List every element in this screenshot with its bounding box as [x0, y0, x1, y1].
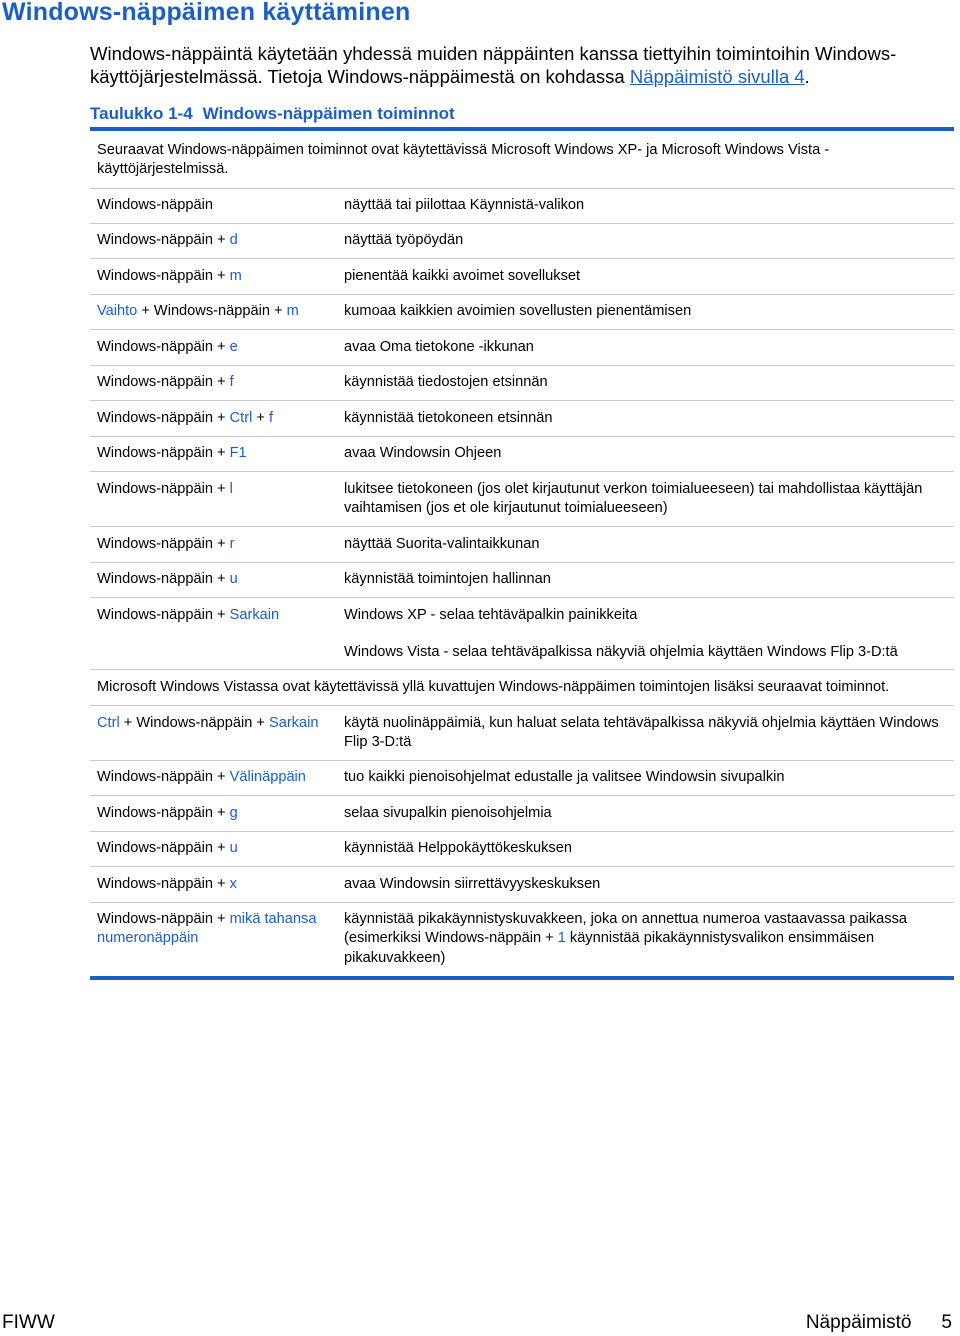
- key-text: avaa Windowsin siirrettävyyskeskuksen: [344, 876, 601, 892]
- key-name: F1: [229, 445, 247, 461]
- intro-end: .: [804, 66, 810, 87]
- vista-row-desc: [344, 910, 950, 968]
- footer-left: FIWW: [2, 1312, 55, 1333]
- vista-row-key: [97, 714, 337, 733]
- key-text: käynnistää pikakäynnistyskuvakkeen, joka on annettua numeroa vastaavassa paikassa (esimerkiksi Windows-näppäin +: [344, 911, 908, 947]
- row-divider: [90, 436, 954, 437]
- key-name: g: [229, 805, 238, 821]
- key-text: +: [252, 410, 269, 426]
- table-row-key: [97, 267, 337, 286]
- vista-row-key: [97, 768, 337, 787]
- row-divider: [90, 329, 954, 330]
- vista-row-desc: [344, 804, 950, 823]
- key-name: f: [268, 410, 274, 426]
- key-text: Windows-näppäin +: [97, 571, 230, 587]
- vista-row-desc: [344, 768, 950, 787]
- key-text: Windows-näppäin +: [97, 268, 230, 284]
- key-name: u: [229, 840, 238, 856]
- keyboard-page-link[interactable]: Näppäimistö sivulla 4: [629, 66, 805, 87]
- key-text: Windows-näppäin +: [97, 876, 230, 892]
- table-bottom-rule: [90, 976, 954, 980]
- key-text: Windows-näppäin +: [97, 232, 230, 248]
- footer-right: [806, 1312, 952, 1334]
- key-name: e: [229, 339, 238, 355]
- vista-row-key: [97, 910, 337, 949]
- row-divider: [90, 597, 954, 598]
- row-divider: [90, 188, 954, 189]
- table-row-desc: näyttää työpöydän: [344, 232, 464, 248]
- table-row-desc: käynnistää tiedostojen etsinnän: [344, 374, 548, 390]
- key-text: käytä nuolinäppäimiä, kun haluat selata tehtäväpalkissa näkyviä ohjelmia käyttäen Windows Flip 3-D:tä: [344, 715, 939, 751]
- intro-paragraph: [90, 42, 940, 88]
- row-divider: [90, 294, 954, 295]
- table-row-desc: Windows XP - selaa tehtäväpalkin painikkeita: [344, 607, 638, 623]
- key-name: f: [229, 374, 234, 390]
- vista-row-key: [97, 804, 337, 823]
- table-row-key: [97, 570, 337, 589]
- key-text: Windows-näppäin +: [97, 607, 230, 623]
- key-text: + Windows-näppäin +: [137, 303, 287, 319]
- key-name: m: [286, 303, 299, 319]
- vista-row-desc: [344, 839, 950, 858]
- table-row-desc: näyttää Suorita-valintaikkunan: [344, 536, 540, 552]
- vista-row-desc: [344, 714, 950, 753]
- table-row-key: [97, 480, 337, 499]
- key-text: käynnistää pikakäynnistysvalikon ensimmäisen pikakuvakkeen): [344, 930, 875, 966]
- key-name: x: [229, 876, 237, 892]
- row-divider: [90, 866, 954, 867]
- row-divider: [90, 669, 954, 670]
- key-text: Windows-näppäin +: [97, 536, 230, 552]
- key-name: d: [229, 232, 238, 248]
- vista-row-desc: [344, 875, 950, 894]
- row-divider: [90, 562, 954, 563]
- table-row-key: [97, 196, 337, 215]
- row-divider: [90, 760, 954, 761]
- row-divider: [90, 258, 954, 259]
- key-text: Windows-näppäin +: [97, 769, 230, 785]
- key-name: u: [229, 571, 238, 587]
- vista-row-key: [97, 839, 337, 858]
- key-name: Sarkain: [268, 715, 319, 731]
- key-text: Windows-näppäin +: [97, 840, 230, 856]
- table-row-desc: kumoaa kaikkien avoimien sovellusten pienentämisen: [344, 303, 692, 319]
- table-row-desc: näyttää tai piilottaa Käynnistä-valikon: [344, 197, 585, 213]
- key-text: käynnistää Helppokäyttökeskuksen: [344, 840, 572, 856]
- key-text: selaa sivupalkin pienoisohjelmia: [344, 805, 552, 821]
- row-divider: [90, 705, 954, 706]
- intro-text: Windows-näppäintä käytetään yhdessä muiden näppäinten kanssa tiettyihin toimintoihin Windows-käyttöjärjestelmässä. Tietoja Windows-näppäimestä on kohdassa: [90, 43, 897, 87]
- table-row-key: [97, 373, 337, 392]
- key-name: 1: [557, 930, 566, 947]
- table-row-desc: käynnistää tietokoneen etsinnän: [344, 410, 553, 426]
- row-divider: [90, 365, 954, 366]
- table-number: Taulukko 1-4: [90, 104, 193, 123]
- key-text: Windows-näppäin: [97, 197, 214, 213]
- key-text: Windows-näppäin +: [97, 410, 230, 426]
- row-divider: [90, 831, 954, 832]
- table-row-desc: käynnistää toimintojen hallinnan: [344, 571, 551, 587]
- table-row-key: [97, 409, 337, 428]
- table-row-key: [97, 444, 337, 463]
- key-name: l: [229, 481, 233, 497]
- key-text: Windows-näppäin +: [97, 911, 230, 927]
- table-row-key: [97, 606, 337, 625]
- table-row-key: [97, 338, 337, 357]
- vista-note: Microsoft Windows Vistassa ovat käytettävissä yllä kuvattujen Windows-näppäimen toimintojen lisäksi seuraavat toiminnot.: [97, 679, 890, 695]
- footer-section: Näppäimistö: [805, 1312, 912, 1333]
- row-divider: [90, 902, 954, 903]
- table-row-desc: avaa Windowsin Ohjeen: [344, 445, 502, 461]
- key-name: Ctrl: [97, 715, 120, 731]
- row-divider: [90, 400, 954, 401]
- page-number: 5: [941, 1312, 952, 1333]
- row-divider: [90, 471, 954, 472]
- key-text: Windows-näppäin +: [97, 481, 230, 497]
- key-name: m: [229, 268, 242, 284]
- table-caption: [90, 104, 455, 124]
- key-name: mikä tahansa numeronäppäin: [97, 911, 317, 947]
- table-title: Windows-näppäimen toiminnot: [202, 104, 455, 123]
- table-intro: Seuraavat Windows-näppäimen toiminnot ovat käytettävissä Microsoft Windows XP- ja Microsoft Windows Vista -käyttöjärjestelmissä.: [97, 142, 830, 178]
- key-name: Välinäppäin: [229, 769, 306, 785]
- key-text: + Windows-näppäin +: [119, 715, 269, 731]
- table-row-key: [97, 302, 337, 321]
- key-name: Sarkain: [229, 607, 280, 623]
- row-divider: [90, 795, 954, 796]
- key-text: Windows-näppäin +: [97, 339, 230, 355]
- row-divider: [90, 526, 954, 527]
- key-name: r: [229, 536, 235, 552]
- vista-row-key: [97, 875, 337, 894]
- table-row-desc: lukitsee tietokoneen (jos olet kirjautunut verkon toimialueeseen) tai mahdollistaa käyttäjän vaihtamisen (jos et ole kirjautunut toimialueeseen): [344, 481, 923, 517]
- table-row-desc: pienentää kaikki avoimet sovellukset: [344, 268, 581, 284]
- table-row-desc: Windows Vista - selaa tehtäväpalkissa näkyviä ohjelmia käyttäen Windows Flip 3-D:tä: [344, 644, 898, 660]
- row-divider: [90, 223, 954, 224]
- table-row-key: [97, 231, 337, 250]
- key-name: Vaihto: [97, 303, 138, 319]
- page-title: Windows-näppäimen käyttäminen: [2, 0, 411, 26]
- table-top-rule: [90, 127, 954, 131]
- key-text: Windows-näppäin +: [97, 445, 230, 461]
- table-row-key: [97, 535, 337, 554]
- key-text: tuo kaikki pienoisohjelmat edustalle ja valitsee Windowsin sivupalkin: [344, 769, 785, 785]
- key-name: Ctrl: [229, 410, 253, 426]
- key-text: Windows-näppäin +: [97, 805, 230, 821]
- key-text: Windows-näppäin +: [97, 374, 230, 390]
- table-row-desc: avaa Oma tietokone -ikkunan: [344, 339, 534, 355]
